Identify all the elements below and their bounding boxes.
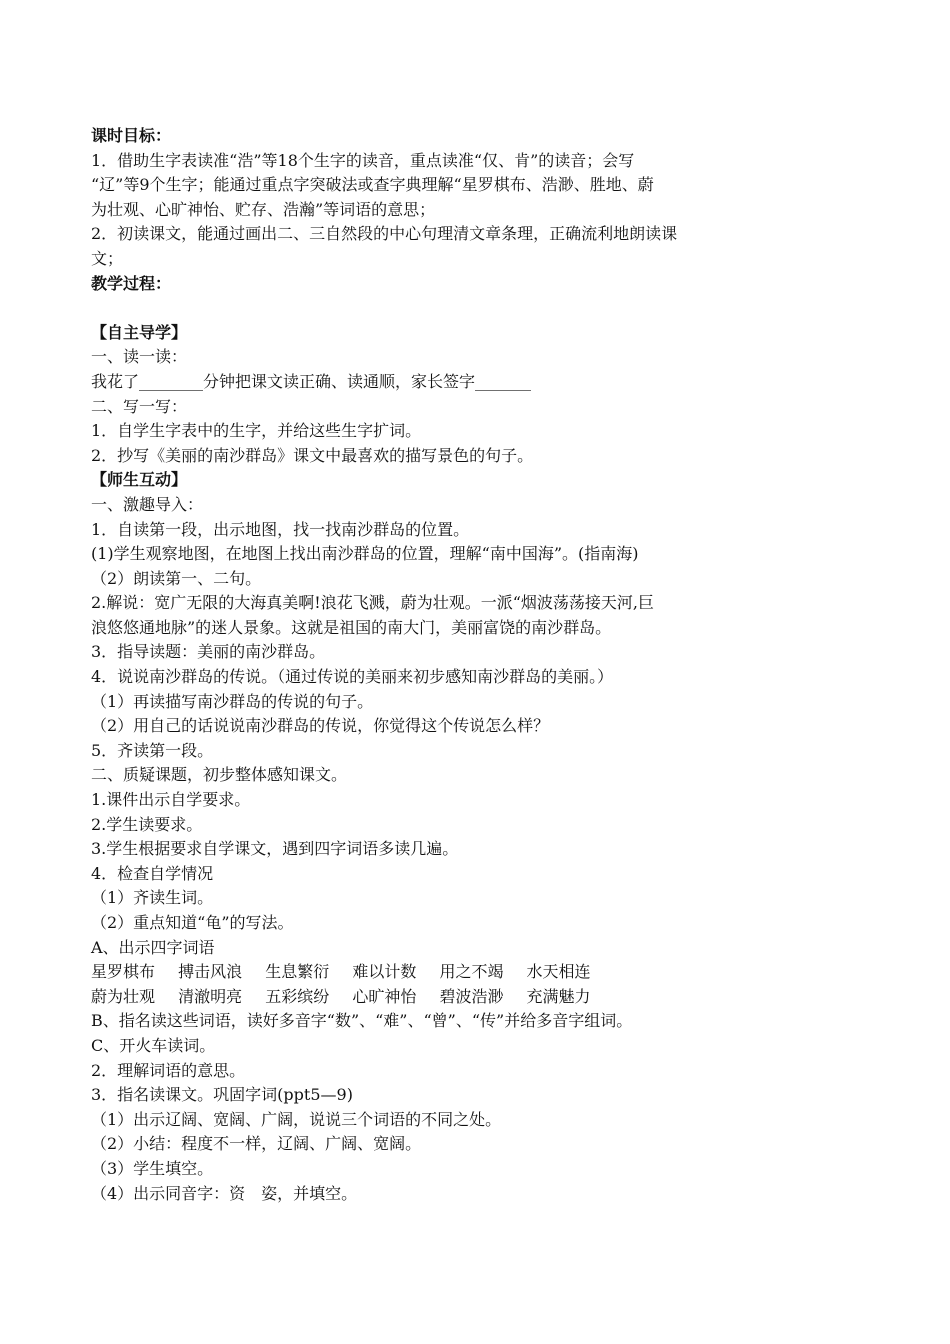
objective-line: 1．借助生字表读准“浩”等18个生字的读音，重点读准“仅、肯”的读音；会写 [91, 150, 635, 170]
objective-line: “辽”等9个生字；能通过重点字突破法或查字典理解“星罗棋布、浩渺、胜地、蔚 [91, 175, 654, 195]
interaction-line: A、出示四字词语 [91, 937, 215, 957]
interaction-line: （4）出示同音字：资 姿，并填空。 [91, 1183, 358, 1203]
self-study-line: 二、写一写： [91, 396, 188, 416]
interaction-line: （1）再读描写南沙群岛的传说的句子。 [91, 691, 374, 711]
objectives-heading: 课时目标： [91, 126, 172, 145]
interaction-line: （2）小结：程度不一样，辽阔、广阔、宽阔。 [91, 1134, 422, 1154]
objective-line: 文； [91, 248, 124, 268]
interaction-line: 2.解说：宽广无限的大海真美啊!浪花飞溅，蔚为壮观。一派“烟波荡荡接天河,巨 [91, 593, 654, 613]
interaction-line: (1)学生观察地图，在地图上找出南沙群岛的位置，理解“南中国海”。(指南海) [91, 544, 639, 564]
interaction-line: B、指名读这些词语，读好多音字“数”、“难”、“曾”、“传”并给多音字组词。 [91, 1011, 633, 1031]
interaction-heading: 【师生互动】 [91, 470, 188, 490]
interaction-line: 2.学生读要求。 [91, 814, 203, 834]
word: 生息繁衍 [265, 962, 330, 982]
interaction-line: （1）出示辽阔、宽阔、广阔，说说三个词语的不同之处。 [91, 1109, 502, 1129]
word-row-1 [91, 960, 791, 985]
interaction-line: （2）朗读第一、二句。 [91, 568, 262, 588]
self-study-line: 1．自学生字表中的生字，并给这些生字扩词。 [91, 421, 422, 441]
process-heading: 教学过程： [91, 273, 172, 293]
interaction-line: 浪悠悠通地脉”的迷人景象。这就是祖国的南大门，美丽富饶的南沙群岛。 [91, 617, 612, 637]
interaction-line: （3）学生填空。 [91, 1158, 214, 1178]
objective-line: 2．初读课文，能通过画出二、三自然段的中心句理清文章条理，正确流利地朗读课 [91, 224, 678, 244]
word: 水天相连 [526, 962, 591, 982]
word: 碧波浩渺 [439, 986, 504, 1006]
word: 五彩缤纷 [265, 986, 330, 1006]
blank-line [91, 296, 791, 321]
interaction-line: 5．齐读第一段。 [91, 740, 214, 760]
interaction-line: 3．指名读课文。巩固字词(ppt5—9) [91, 1085, 353, 1105]
word-row-2 [91, 985, 791, 1010]
word: 难以计数 [352, 962, 417, 982]
self-study-line: 我花了________分钟把课文读正确、读通顺，家长签字_______ [91, 371, 532, 391]
interaction-line: 1．自读第一段，出示地图，找一找南沙群岛的位置。 [91, 519, 470, 539]
word: 清澈明亮 [178, 986, 243, 1006]
lesson-plan-document [91, 124, 791, 1206]
self-study-line: 2．抄写《美丽的南沙群岛》课文中最喜欢的描写景色的句子。 [91, 445, 534, 465]
interaction-line: 3.学生根据要求自学课文，遇到四字词语多读几遍。 [91, 839, 459, 859]
interaction-line: 4．检查自学情况 [91, 863, 214, 883]
interaction-line: 4．说说南沙群岛的传说。（通过传说的美丽来初步感知南沙群岛的美丽。） [91, 667, 614, 687]
word: 星罗棋布 [91, 962, 156, 982]
interaction-line: （1）齐读生词。 [91, 888, 214, 908]
interaction-line: 二、质疑课题，初步整体感知课文。 [91, 765, 348, 785]
word: 用之不竭 [439, 962, 504, 982]
word: 搏击风浪 [178, 962, 243, 982]
interaction-line: 1.课件出示自学要求。 [91, 790, 251, 810]
word: 充满魅力 [526, 986, 591, 1006]
objective-line: 为壮观、心旷神怡、贮存、浩瀚”等词语的意思； [91, 199, 436, 219]
interaction-line: 2．理解词语的意思。 [91, 1060, 246, 1080]
self-study-heading: 【自主导学】 [91, 322, 188, 342]
word: 心旷神怡 [352, 986, 417, 1006]
interaction-line: C、开火车读词。 [91, 1035, 216, 1055]
interaction-line: 一、激趣导入： [91, 494, 204, 514]
self-study-line: 一、读一读： [91, 347, 188, 367]
word: 蔚为壮观 [91, 986, 156, 1006]
interaction-line: （2）重点知道“龟”的写法。 [91, 913, 294, 932]
interaction-line: 3．指导读题：美丽的南沙群岛。 [91, 642, 326, 662]
interaction-line: （2）用自己的话说说南沙群岛的传说，你觉得这个传说怎么样？ [91, 716, 550, 736]
